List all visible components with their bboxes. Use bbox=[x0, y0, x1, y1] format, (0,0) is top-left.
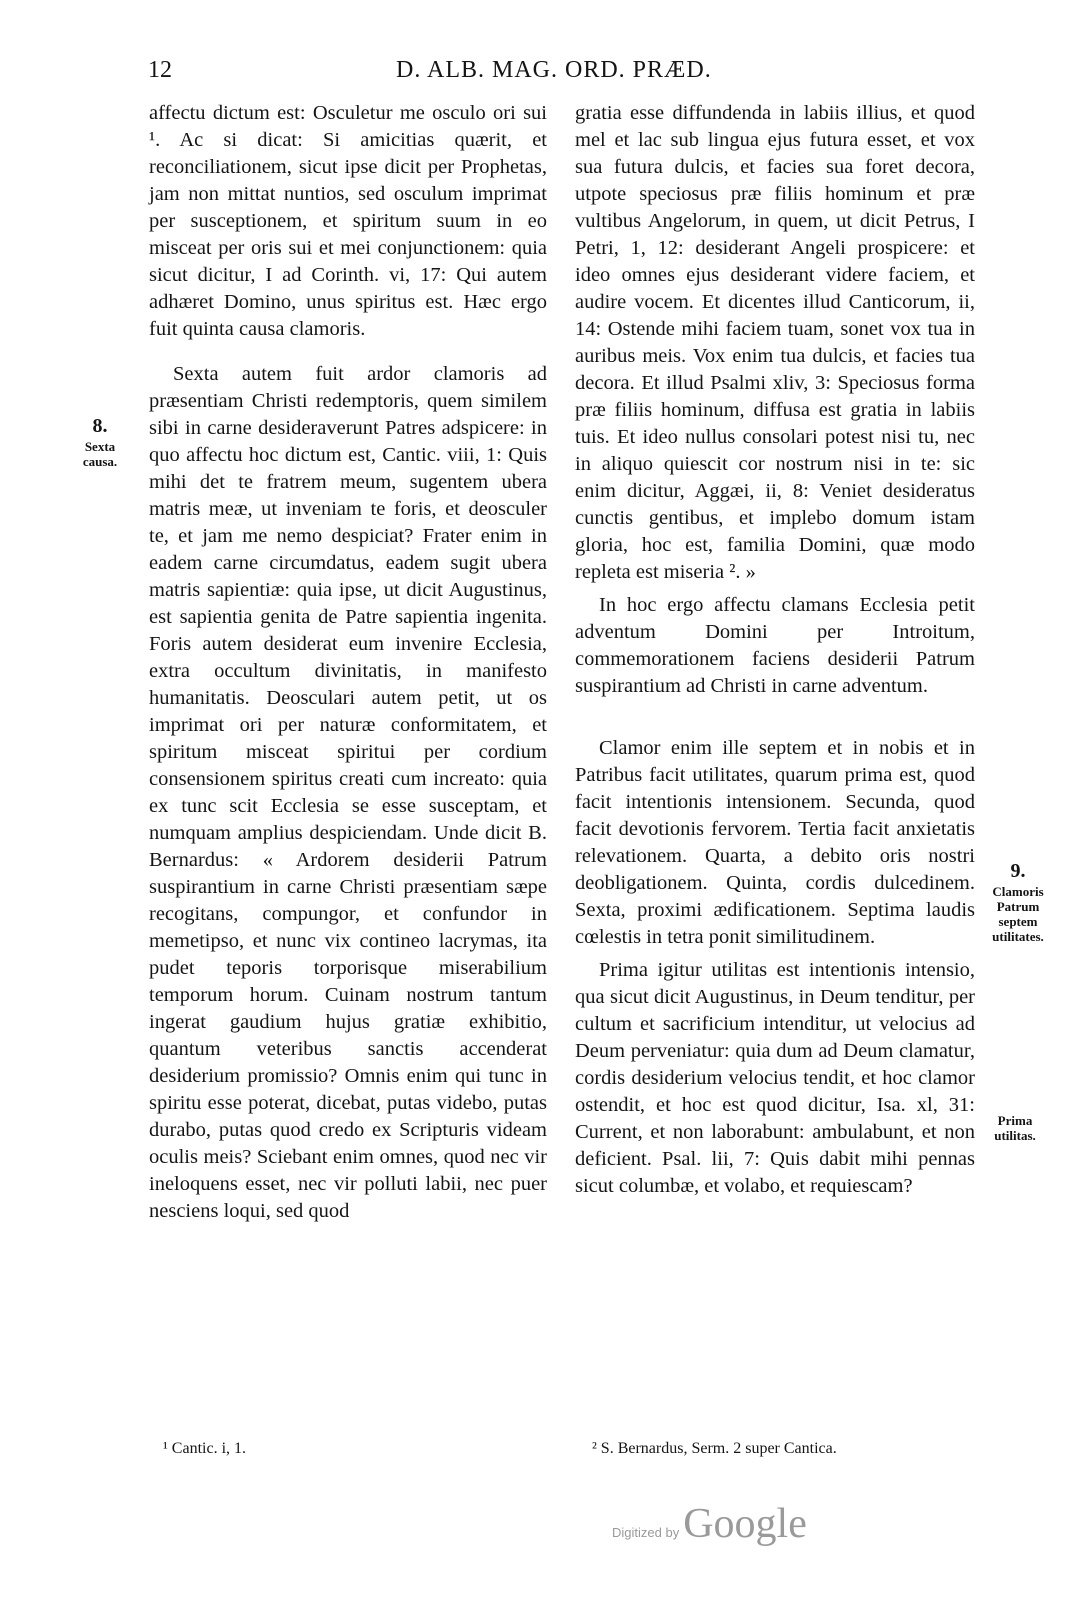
left-paragraph-1: affectu dictum est: Osculetur me osculo ori sui ¹. Ac si dicat: Si amicitias quærit, et reconciliationem, sicut ipse dicit per Prophetas, jam non mittat nuntios, sed osculum imprimat per susceptionem, et spiritum suum in eo misceat per oris sui et mei conjunctionem: quia sicut dicitur, I ad Corinth. vi, 17: Qui autem adhæret Domino, unus spiritus est. Hæc ergo fuit quinta causa clamoris. bbox=[149, 102, 547, 340]
margin-note-label: Prima utilitas. bbox=[994, 1113, 1036, 1143]
watermark-small-text: Digitized by bbox=[612, 1525, 680, 1540]
right-paragraph-3: Clamor enim ille septem et in nobis et in Patribus facit utilitates, quarum prima est, quod facit intentionis intensionem. Secunda, quod facit devotionis fervorem. Tertia facit anxietatis relevationem. Quarta, a debito oris nostri deobligationem. Quinta, cordis dulcedinem. Sexta, proximi ædificationem. Septima laudis cœlestis in tetra ponit similitudinem. bbox=[575, 737, 975, 948]
margin-note-clamoris-utilitates bbox=[978, 858, 1058, 944]
margin-section-number: 9. bbox=[1010, 860, 1026, 882]
right-column bbox=[575, 100, 975, 1200]
margin-note-sexta-causa bbox=[70, 413, 130, 469]
digitized-watermark bbox=[612, 1500, 807, 1548]
margin-note-prima-utilitas bbox=[980, 1113, 1050, 1143]
footnote-1: ¹ Cantic. i, 1. bbox=[163, 1440, 247, 1457]
page-number: 12 bbox=[148, 57, 172, 83]
left-column bbox=[149, 100, 547, 1225]
margin-section-number: 8. bbox=[92, 415, 108, 437]
margin-note-label: Clamoris Patrum septem utilitates. bbox=[992, 884, 1044, 944]
right-paragraph-2: In hoc ergo affectu clamans Ecclesia petit adventum Domini per Introitum, commemorationem faciens desiderii Patrum suspirantium ad Christi in carne adventum. bbox=[575, 594, 975, 697]
right-paragraph-1: gratia esse diffundenda in labiis illius, et quod mel et lac sub lingua ejus futura esset, et vox sua futura dulcis, et facies sua foret decora, utpote speciosus præ filiis hominum et præ vultibus Angelorum, in quem, ut dicit Petrus, I Petri, 1, 12: desiderant Angeli prospicere: et ideo omnes ejus desiderant videre faciem, et audire vocem. Et dicentes illud Canticorum, ii, 14: Ostende mihi faciem tuam, sonet vox tua in auribus meis. Vox enim tua dulcis, et facies tua decora. Et illud Psalmi xliv, 3: Speciosus forma præ filiis hominum, diffusa est gratia in labiis tuis. Et ideo nullus consolari potest nisi tu, nec in aliquo quiescit cor nostrum nisi in te: sic enim dicitur, Aggæi, ii, 8: Veniet desideratus cunctis gentibus, et implebo domum istam gloria, hoc est, familia Domini, quæ modo repleta est miseria ². » bbox=[575, 102, 975, 583]
footnote-2: ² S. Bernardus, Serm. 2 super Cantica. bbox=[592, 1440, 837, 1457]
running-title: D. ALB. MAG. ORD. PRÆD. bbox=[396, 57, 712, 83]
margin-note-label: Sexta causa. bbox=[82, 439, 118, 469]
running-header bbox=[0, 57, 1074, 91]
left-paragraph-2: Sexta autem fuit ardor clamoris ad præsentiam Christi redemptoris, quem similem sibi in carne desideraverunt Patres adspicere: in quo affectu hoc dictum est, Cantic. viii, 1: Quis mihi det te fratrem meum, sugentem ubera matris meæ, ut inveniam te foris, et deosculer te, et jam me nemo despiciat? Frater enim in eadem carne circumdatus, eadem sugit ubera matris sapientiæ: quia ipse, ut dicit Augustinus, est sapientia genita de Patre sapientia ingenita. Foris autem desiderat eum invenire Ecclesia, extra occultum divinitatis, in manifesto humanitatis. Deosculari autem petit, ut os imprimat ori per naturæ conformitatem, et spiritum misceat spiritui per cordium consensionem spiritus creati cum increato: quia ex tunc scit Ecclesia se esse susceptam, et numquam amplius despiciendam. Unde dicit B. Bernardus: « Ardorem desiderii Patrum suspirantium in carne Christi præsentiam sæpe recogitans, compungor, et confundor in memetipso, et nunc vix contineo lacrymas, ita pudet teporis torporisque miserabilium temporum horum. Cuinam nostrum tantum ingerat gaudium hujus gratiæ exhibitio, quantum veteribus sanctis accenderat desiderium promissio? Omnis enim qui tunc in spiritu esse poterat, dicebat, putas videbo, putas durabo, putas quod credo ex Scripturis videam oculis meis? Sciebant enim omnes, quod nec vir ineloquens esset, nec vir polluti labii, nec puer nesciens loqui, sed quod bbox=[149, 363, 547, 1222]
google-logo: Google bbox=[683, 1501, 807, 1547]
right-paragraph-4: Prima igitur utilitas est intentionis intensio, qua sicut dicit Augustinus, in Deum tenditur, per cultum et sacrificium intenditur, ut velocius ad Deum perveniatur: quia dum ad Deum clamatur, cordis desiderium velocius tendit, et hoc clamor ostendit, et hoc est quod dicitur, Isa. xl, 31: Current, et non laborabunt: ambulabunt, et non deficient. Psal. lii, 7: Quis dabit mihi pennas sicut columbæ, et volabo, et requiescam? bbox=[575, 959, 975, 1197]
